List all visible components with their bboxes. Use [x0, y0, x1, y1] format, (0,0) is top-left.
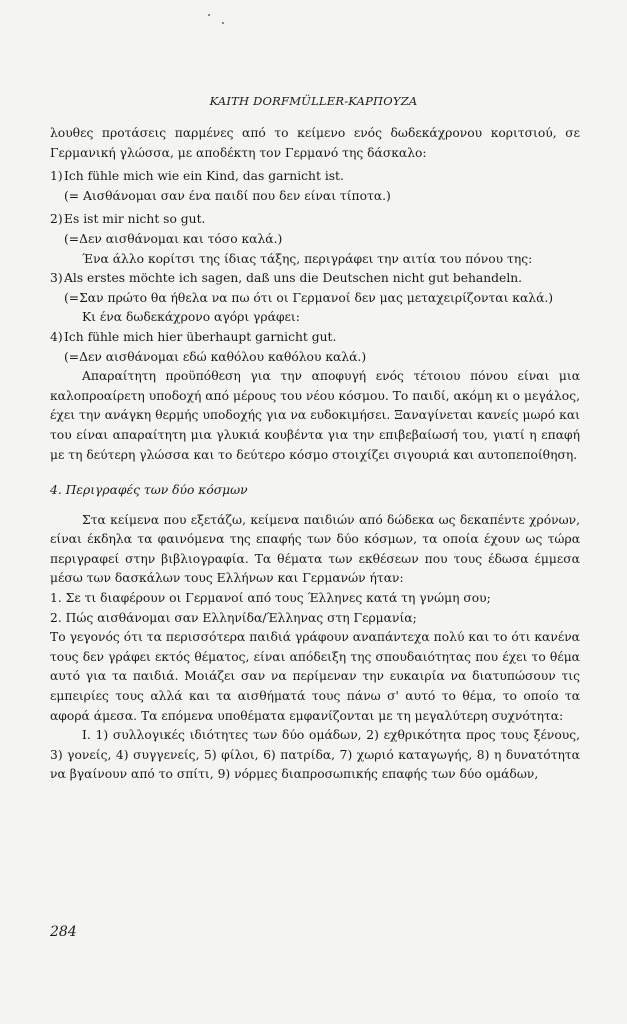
body-text	[50, 124, 580, 785]
paragraph-3: Το γεγονός ότι τα περισσότερα παιδιά γράφουν αναπάντεχα πολύ και το ότι κανένα τους δεν γράφει εκτός θέματος, είναι απόδειξη της σπουδαιότητας που έχει το θέμα αυτό για τα παιδιά. Μοιάζει σαν να περίμεναν την ευκαιρία να διατυπώσουν τις εμπειρίες τους αλλά και τα αισθήματά τους πάνω σ' αυτό το θέμα, το οποίο τα αφορά άμεσα. Τα επόμενα υποθέματα εμφανίζονται με τη μεγαλύτερη συχνότητα:	[50, 630, 580, 723]
example-2	[50, 210, 580, 249]
example-number: 3)	[50, 271, 63, 286]
paragraph-1: Απαραίτητη προϋπόθεση για την αποφυγή ενός τέτοιου πόνου είναι μια καλοπροαίρετη υποδοχή από μέρους του νέου κόσμου. Το παιδί, ακόμη κι ο μεγάλος, έχει την ανάγκη θερμής υποδοχής για να ευδοκιμήσει. Ξαναγίνεται κανείς μωρό και του είναι απαραίτητη μια γλυκιά κουβέντα για την επιβεβαίωσή του, γιατί η επαφή με τη δεύτερη γλώσσα και το δεύτερο κόσμο στοιχίζει σιγουριά και αυτοπεποίθηση.	[50, 369, 580, 462]
example-greek: (=Σαν πρώτο θα ήθελα να πω ότι οι Γερμανοί δεν μας μεταχειρίζονται καλά.)	[64, 290, 554, 305]
scan-speck	[208, 14, 210, 16]
example-3	[50, 269, 580, 308]
paragraph-2: Στα κείμενα που εξετάζω, κείμενα παιδιών από δώδεκα ως δεκαπέντε χρόνων, είναι έκδηλα τα φαινόμενα της επαφής των δύο κόσμων, τα οποία έχουν ως τώρα περιγραφεί στην βιβλιογραφία. Τα θέματα των εκθέσεων που τους έδωσα έμμεσα μέσω των δασκάλων τους Ελλήνων και Γερμανών ήταν:	[50, 512, 580, 586]
example-number: 2)	[50, 212, 63, 227]
example-german: Ich fühle mich wie ein Kind, das garnicht ist.	[64, 169, 344, 184]
page-number: 284	[50, 924, 77, 940]
example-greek: (=Δεν αισθάνομαι και τόσο καλά.)	[64, 231, 283, 246]
example-german: Es ist mir nicht so gut.	[64, 212, 206, 227]
example-greek: (= Αισθάνομαι σαν ένα παιδί που δεν είναι τίποτα.)	[64, 188, 391, 203]
running-head: KAITH DORFMÜLLER-KAPΠOYZA	[209, 94, 418, 108]
example-number: 4)	[50, 329, 63, 344]
example-german: Ich fühle mich hier überhaupt garnicht gut.	[64, 329, 337, 344]
intro-paragraph: λουθες προτάσεις παρμένες από το κείμενο ενός δωδεκάχρονου κοριτσιού, σε Γερμανική γλώσσα, με αποδέκτη τον Γερμανό της δάσκαλο:	[50, 126, 580, 160]
paragraph-4: Ι. 1) συλλογικές ιδιότητες των δύο ομάδων, 2) εχθρικότητα προς τους ξένους, 3) γονείς, 4) συγγενείς, 5) φίλοι, 6) πατρίδα, 7) χωριό καταγωγής, 8) η δυνατότητα να βγαίνουν από το σπίτι, 9) νόρμες διαπροσωπικής επαφής των δύο ομάδων,	[50, 728, 580, 782]
section-heading: 4. Περιγραφές των δύο κόσμων	[50, 483, 248, 498]
example-1	[50, 167, 580, 206]
example-number: 1)	[50, 169, 63, 184]
topic-1: 1. Σε τι διαφέρουν οι Γερμανοί από τους Έλληνες κατά τη γνώμη σου;	[50, 591, 491, 606]
scan-speck	[222, 22, 224, 24]
topic-2: 2. Πώς αισθάνομαι σαν Ελληνίδα/Έλληνας στη Γερμανία;	[50, 610, 417, 625]
transition-1: Ένα άλλο κορίτσι της ίδιας τάξης, περιγράφει την αιτία του πόνου της:	[82, 251, 533, 266]
transition-2: Κι ένα δωδεκάχρονο αγόρι γράφει:	[82, 310, 300, 325]
example-4	[50, 328, 580, 367]
example-german: Als erstes möchte ich sagen, daß uns die Deutschen nicht gut behandeln.	[64, 271, 523, 286]
example-greek: (=Δεν αισθάνομαι εδώ καθόλου καθόλου καλά.)	[64, 349, 367, 364]
